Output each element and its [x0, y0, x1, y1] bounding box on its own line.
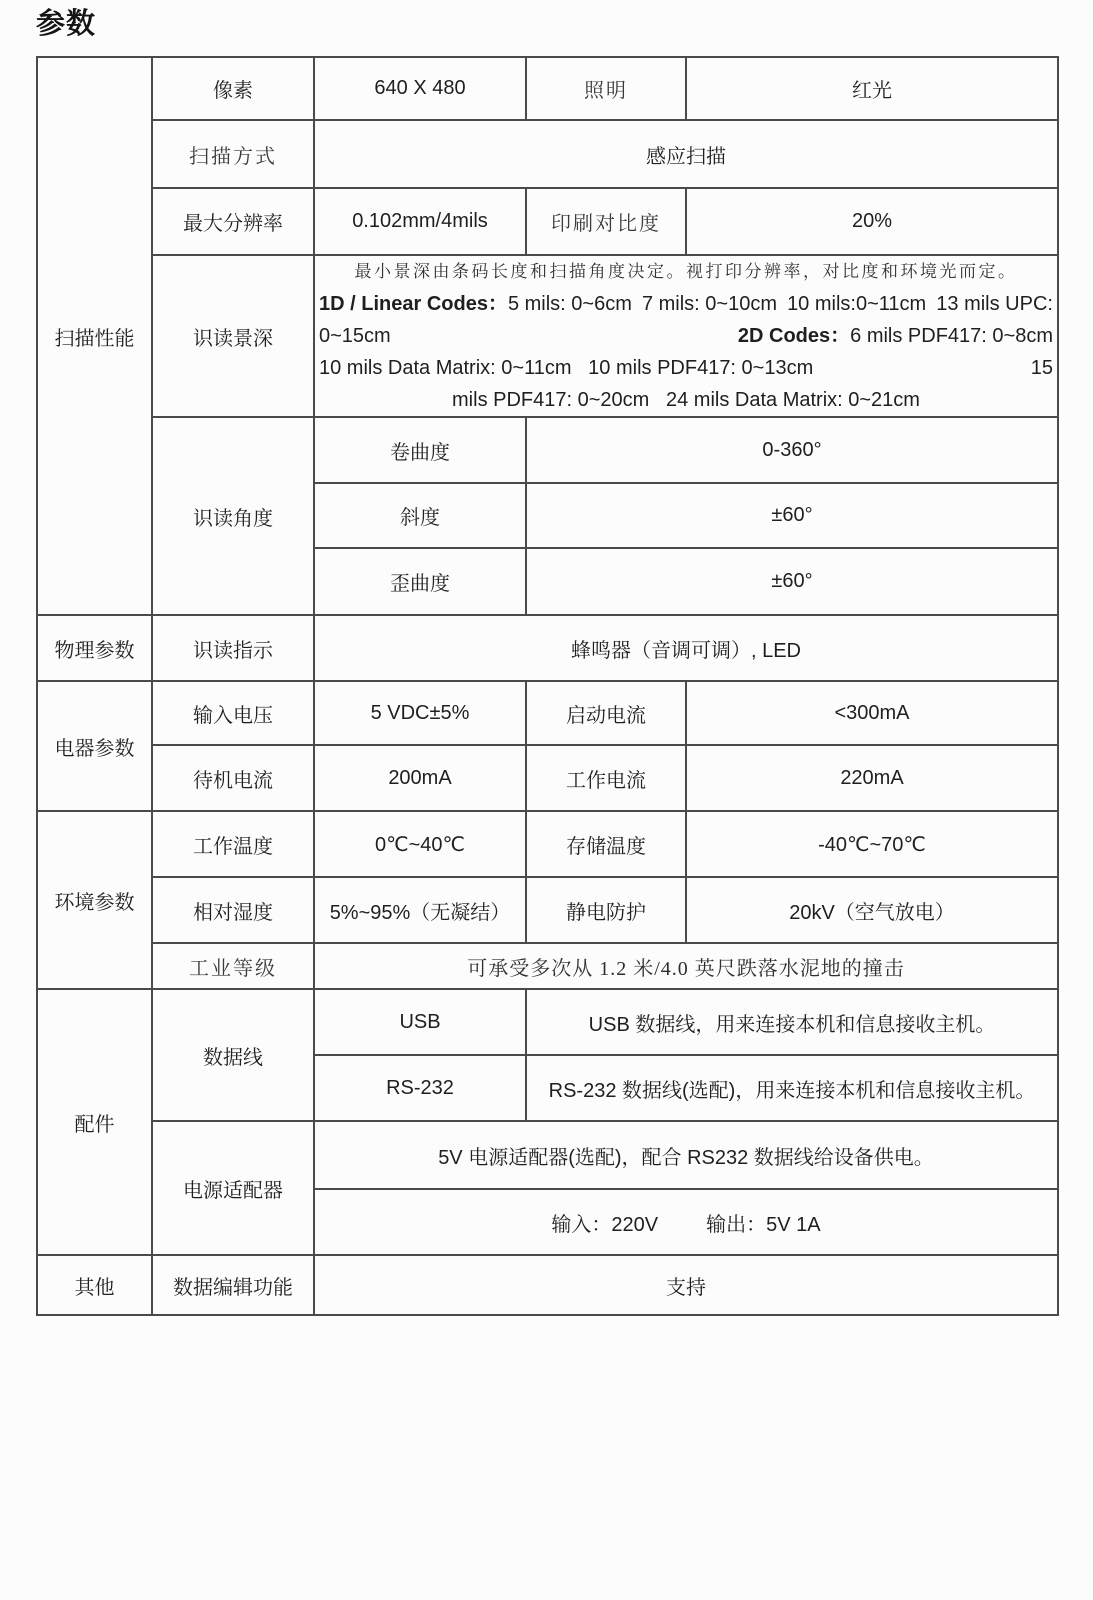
- adapter-output: 输出：5V 1A: [706, 1213, 821, 1236]
- label-read-angle: 识读角度: [152, 417, 314, 615]
- label-standby-current: 待机电流: [152, 745, 314, 811]
- label-data-edit: 数据编辑功能: [152, 1255, 314, 1315]
- depth-2d-left: 0~15cm: [319, 325, 391, 347]
- adapter-input: 输入：220V: [551, 1213, 659, 1236]
- row-humidity: [37, 877, 1058, 943]
- spec-table: [36, 56, 1059, 1316]
- label-max-resolution: 最大分辨率: [152, 188, 314, 255]
- row-scan-mode: [37, 120, 1058, 188]
- row-power-adapter-desc: [37, 1121, 1058, 1189]
- label-usb: USB: [314, 989, 526, 1055]
- group-environment: 环境参数: [37, 811, 152, 989]
- row-angle-curl: [37, 417, 1058, 483]
- row-industrial: [37, 943, 1058, 989]
- row-data-edit: [37, 1255, 1058, 1315]
- depth-note: 最小景深由条码长度和扫描角度决定。视打印分辨率，对比度和环境光而定。: [354, 262, 1018, 281]
- value-read-indicator: 蜂鸣器（音调可调）, LED: [314, 615, 1058, 681]
- row-read-indicator: [37, 615, 1058, 681]
- value-power-adapter-io: [314, 1189, 1058, 1255]
- depth-1d-a: 5 mils: 0~6cm: [507, 293, 632, 315]
- value-industrial: 可承受多次从 1.2 米/4.0 英尺跌落水泥地的撞击: [314, 943, 1058, 989]
- value-working-current: 220mA: [686, 745, 1058, 811]
- value-storage-temp: -40℃~70℃: [686, 811, 1058, 877]
- value-power-adapter-desc: 5V 电源适配器(选配)，配合 RS232 数据线给设备供电。: [314, 1121, 1058, 1189]
- value-data-edit: 支持: [314, 1255, 1058, 1315]
- value-humidity: 5%~95%（无凝结）: [314, 877, 526, 943]
- label-read-indicator: 识读指示: [152, 615, 314, 681]
- depth-1d-seg1: [319, 288, 632, 320]
- depth-2d-label: 2D Codes：: [737, 325, 851, 347]
- depth-line-2d: [319, 320, 1053, 352]
- label-working-temp: 工作温度: [152, 811, 314, 877]
- label-data-cable: 数据线: [152, 989, 314, 1121]
- label-tilt: 斜度: [314, 483, 526, 548]
- value-pixel: 640 X 480: [314, 57, 526, 120]
- value-illumination: 红光: [686, 57, 1058, 120]
- depth-matrix-right: 15: [1030, 357, 1053, 379]
- label-rs232: RS-232: [314, 1055, 526, 1121]
- label-depth-of-field: 识读景深: [152, 255, 314, 417]
- value-standby-current: 200mA: [314, 745, 526, 811]
- row-standby-current: [37, 745, 1058, 811]
- depth-matrix-left: 10 mils Data Matrix: 0~11cm 10 mils PDF417: 0~13cm: [319, 357, 814, 379]
- value-print-contrast: 20%: [686, 188, 1058, 255]
- label-input-voltage: 输入电压: [152, 681, 314, 745]
- depth-line-matrix: [319, 352, 1053, 384]
- label-esd: 静电防护: [526, 877, 686, 943]
- value-skew: ±60°: [526, 548, 1058, 615]
- group-scan-performance: 扫描性能: [37, 57, 152, 615]
- depth-line-1d: [319, 288, 1053, 320]
- label-startup-current: 启动电流: [526, 681, 686, 745]
- depth-line-last: [319, 384, 1053, 416]
- value-curl: 0-360°: [526, 417, 1058, 483]
- group-physical: 物理参数: [37, 615, 152, 681]
- label-humidity: 相对湿度: [152, 877, 314, 943]
- label-scan-mode: 扫描方式: [152, 120, 314, 188]
- row-max-resolution: [37, 188, 1058, 255]
- value-esd: 20kV（空气放电）: [686, 877, 1058, 943]
- value-tilt: ±60°: [526, 483, 1058, 548]
- label-illumination: 照明: [526, 57, 686, 120]
- row-pixel: [37, 57, 1058, 120]
- label-curl: 卷曲度: [314, 417, 526, 483]
- group-accessories: 配件: [37, 989, 152, 1255]
- depth-1d-b: 7 mils: 0~10cm: [641, 293, 777, 315]
- row-working-temp: [37, 811, 1058, 877]
- row-depth-of-field: [37, 255, 1058, 417]
- depth-2d-rest: 6 mils PDF417: 0~8cm: [850, 325, 1053, 347]
- value-scan-mode: 感应扫描: [314, 120, 1058, 188]
- depth-last-text: mils PDF417: 0~20cm 24 mils Data Matrix: 0~21cm: [452, 389, 920, 411]
- value-depth-of-field: [314, 255, 1058, 417]
- group-other: 其他: [37, 1255, 152, 1315]
- label-skew: 歪曲度: [314, 548, 526, 615]
- value-input-voltage: 5 VDC±5%: [314, 681, 526, 745]
- depth-1d-c: 10 mils:0~11cm: [787, 293, 927, 315]
- group-electrical: 电器参数: [37, 681, 152, 811]
- label-pixel: 像素: [152, 57, 314, 120]
- label-industrial: 工业等级: [152, 943, 314, 989]
- depth-1d-label: 1D / Linear Codes：: [319, 293, 508, 315]
- value-max-resolution: 0.102mm/4mils: [314, 188, 526, 255]
- label-working-current: 工作电流: [526, 745, 686, 811]
- page-title: 参数: [36, 8, 97, 40]
- depth-1d-d: 13 mils UPC:: [936, 293, 1053, 315]
- value-working-temp: 0℃~40℃: [314, 811, 526, 877]
- value-startup-current: <300mA: [686, 681, 1058, 745]
- depth-2d-right: [738, 320, 1053, 352]
- row-usb: [37, 989, 1058, 1055]
- label-storage-temp: 存储温度: [526, 811, 686, 877]
- value-usb-desc: USB 数据线，用来连接本机和信息接收主机。: [526, 989, 1058, 1055]
- row-input-voltage: [37, 681, 1058, 745]
- label-print-contrast: 印刷对比度: [526, 188, 686, 255]
- value-rs232-desc: RS-232 数据线(选配)，用来连接本机和信息接收主机。: [526, 1055, 1058, 1121]
- label-power-adapter: 电源适配器: [152, 1121, 314, 1255]
